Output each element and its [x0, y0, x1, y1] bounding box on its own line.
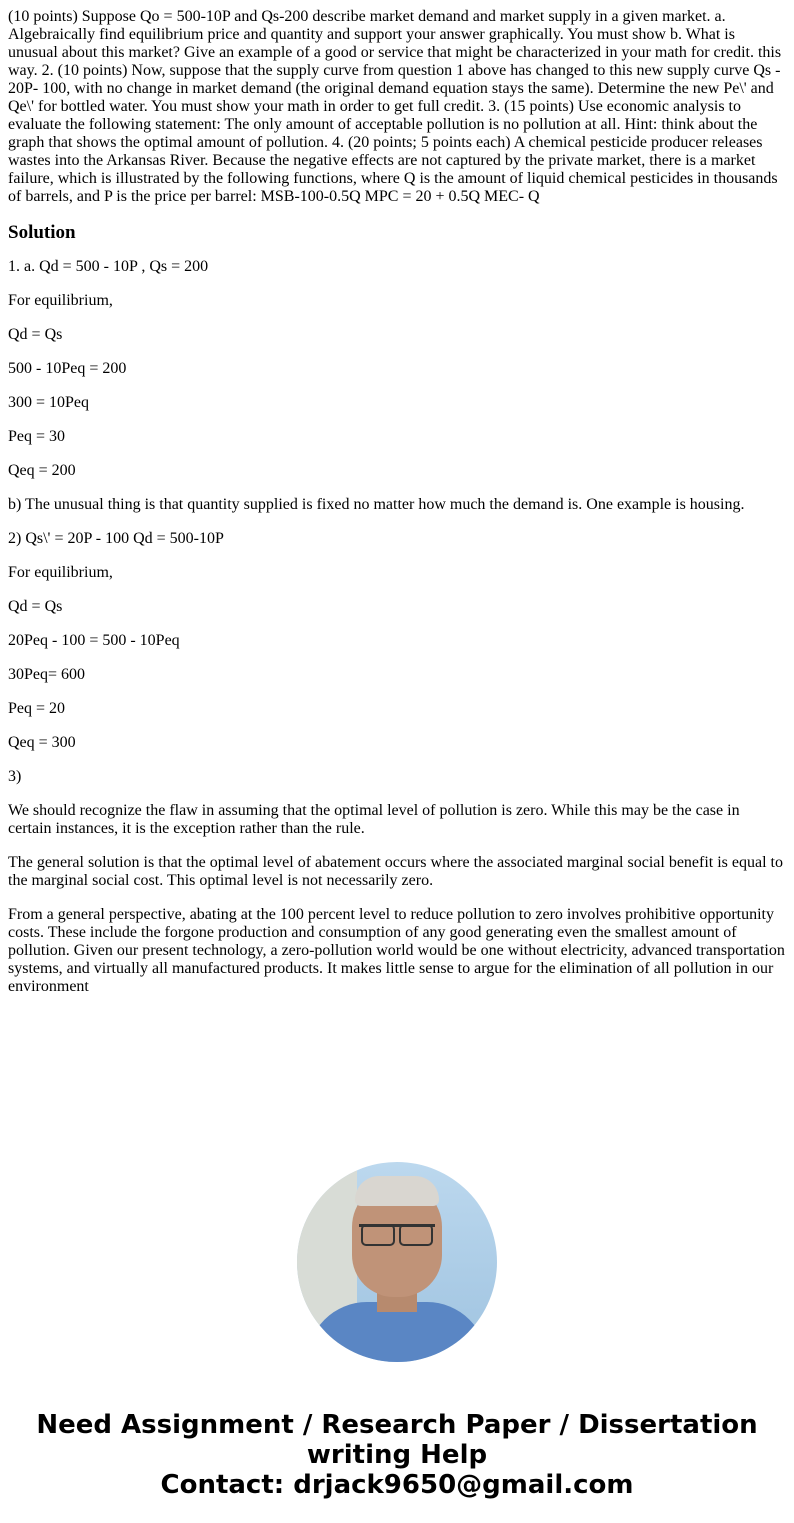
solution-line: Qeq = 200 [8, 462, 76, 479]
solution-line: Qd = Qs [8, 326, 63, 343]
solution-paragraph: From a general perspective, abating at the 100 percent level to reduce pollution to zero involves prohibitive opportunity costs. These include the forgone production and consumption of any good generating even the smallest amount of pollution. Given our present technology, a zero-pollution world would be one without electricity, advanced transportation systems, and virtually all manufactured products. It makes little sense to argue for the elimination of all pollution in our environment [8, 906, 785, 995]
solution-line: Peq = 30 [8, 428, 66, 445]
solution-body [8, 258, 786, 996]
footer-headline: Need Assignment / Research Paper / Dissertation writing Help [36, 1410, 758, 1470]
solution-line: For equilibrium, [8, 564, 113, 581]
author-avatar [297, 1162, 497, 1362]
solution-line: 2) Qs\' = 20P - 100 Qd = 500-10P [8, 530, 224, 547]
solution-line: For equilibrium, [8, 292, 113, 309]
solution-line: Peq = 20 [8, 700, 66, 717]
solution-line: 500 - 10Peq = 200 [8, 360, 127, 377]
solution-line: 1. a. Qd = 500 - 10P , Qs = 200 [8, 258, 209, 275]
solution-line: 3) [8, 768, 22, 785]
solution-line: Qeq = 300 [8, 734, 76, 751]
solution-line: 300 = 10Peq [8, 394, 90, 411]
contact-footer [8, 1410, 786, 1500]
solution-paragraph: We should recognize the flaw in assuming that the optimal level of pollution is zero. While this may be the case in certain instances, it is the exception rather than the rule. [8, 802, 740, 837]
solution-line: Qd = Qs [8, 598, 63, 615]
question-text: (10 points) Suppose Qo = 500-10P and Qs-200 describe market demand and market supply in a given market. a. Algebraically find equilibrium price and quantity and support your answer graphically. You must show b. What is unusual about this market? Give an example of a good or service that might be characterized in your math for credit. this way. 2. (10 points) Now, suppose that the supply curve from question 1 above has changed to this new supply curve Qs - 20P- 100, with no change in market demand (the original demand equation stays the same). Determine the new Pe\' and Qe\' for bottled water. You must show your math in order to get full credit. 3. (15 points) Use economic analysis to evaluate the following statement: The only amount of acceptable pollution is no pollution at all. Hint: think about the graph that shows the optimal amount of pollution. 4. (20 points; 5 points each) A chemical pesticide producer releases wastes into the Arkansas River. Because the negative effects are not captured by the private market, there is a market failure, which is illustrated by the following functions, where Q is the amount of liquid chemical pesticides in thousands of barrels, and P is the price per barrel: MSB-100-0.5Q MPC = 20 + 0.5Q MEC- Q [8, 8, 782, 205]
solution-line: 20Peq - 100 = 500 - 10Peq [8, 632, 180, 649]
solution-paragraph: The general solution is that the optimal level of abatement occurs where the associated marginal social benefit is equal to the marginal social cost. This optimal level is not necessarily zero. [8, 854, 783, 889]
footer-contact: Contact: drjack9650@gmail.com [160, 1470, 634, 1500]
solution-line: b) The unusual thing is that quantity supplied is fixed no matter how much the demand is. One example is housing. [8, 496, 745, 513]
glasses-icon [359, 1224, 435, 1247]
solution-line: 30Peq= 600 [8, 666, 86, 683]
solution-heading: Solution [8, 222, 76, 243]
